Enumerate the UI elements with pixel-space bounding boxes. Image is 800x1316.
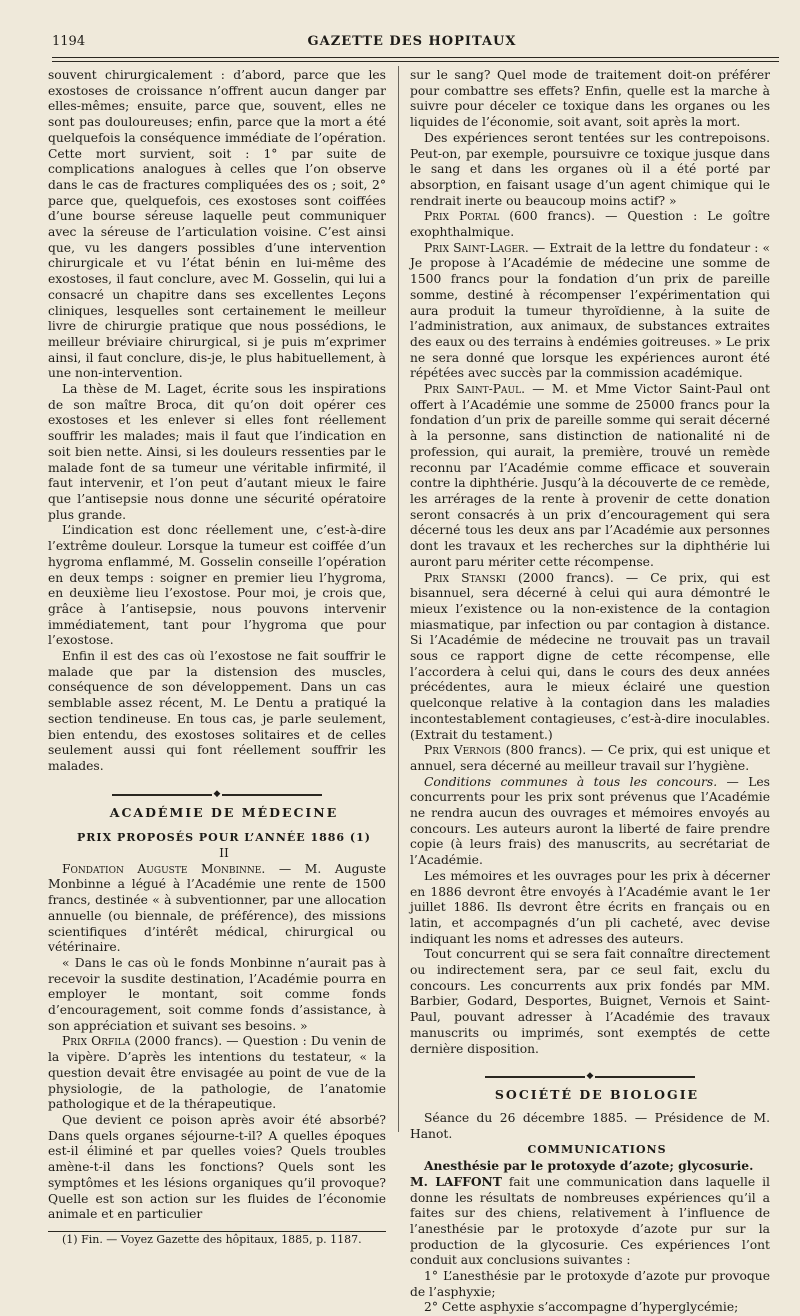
paragraph: 2° Cette asphyxie s’accompagne d’hyperglycémie; bbox=[424, 1300, 739, 1315]
paragraph: Prix Saint-Lager. — Extrait de la lettre du fondateur : « Je propose à l’Académie de médecine une somme de 1500 francs pour la fondation d’un prix de pareille somme, destiné à récompenser l’expérimentation qui aura produit la tumeur thyroïdienne, à la suite de l’administration, aux animaux, de substances extraites des eaux ou des terrains à endémies goitreuses. » Le prix ne sera donné que lorsque les expériences auront été répétées avec succès par la commission académique. bbox=[410, 240, 770, 381]
column-divider bbox=[398, 66, 399, 1132]
communication-heading: Anesthésie par le protoxyde d’azote; glycosurie. bbox=[424, 1158, 754, 1174]
page-header bbox=[52, 34, 772, 56]
prize-name: Fondation Auguste Monbinne. bbox=[62, 861, 266, 876]
paragraph: « Dans le cas où le fonds Monbinne n’aurait pas à recevoir la susdite destination, l’Académie pourra en employer le montant, soit comme fonds d’encouragement, soit comme fonds d’assistance, à son appréciation et suivant ses besoins. » bbox=[48, 955, 386, 1033]
prize-name: Prix Vernois bbox=[424, 743, 501, 758]
paragraph: Prix Vernois (800 francs). — Ce prix, qui est unique et annuel, sera décerné au meilleur travail sur l’hygiène. bbox=[410, 743, 771, 773]
paragraph: Conditions communes à tous les concours. — Les concurrents pour les prix sont prévenus que l’Académie ne rendra aucun des ouvrages et mémoires envoyés au concours. Les auteurs auront la liberté de faire prendre copie (à leurs frais) des manuscrits, au secrétariat de l’Académie. bbox=[410, 774, 770, 868]
sub-title: PRIX PROPOSÉS POUR L’ANNÉE 1886 (1) bbox=[77, 831, 371, 845]
part-number: II bbox=[219, 846, 229, 861]
right-column bbox=[410, 68, 770, 1316]
prize-name: Prix Saint-Lager. bbox=[424, 240, 529, 255]
author-name: M. LAFFONT bbox=[410, 1173, 502, 1189]
paragraph: La thèse de M. Laget, écrite sous les inspirations de son maître Broca, dit qu’on doit opérer ces exostoses et les enlever si elles font réellement souffrir les malades; mais il faut que l’indication en soit bien nette. Ainsi, si les douleurs ressenties par le malade font de sa tumeur une véritable infirmité, il faut intervenir, et l’on peut d’autant mieux le faire que l’antisepsie nous donne une sécurité opératoire plus grande. bbox=[48, 382, 386, 522]
seance-line: Séance du 26 décembre 1885. — Présidence de M. Hanot. bbox=[410, 1111, 770, 1141]
paragraph: Tout concurrent qui se sera fait connaître directement ou indirectement sera, par ce seul fait, exclu du concours. Les concurrents aux prix fondés par MM. Barbier, Godard, Desportes, Buignet, Vernois et Saint-Paul, pouvant adresser à l’Académie des travaux manuscrits ou imprimés, sont exemptés de cette dernière disposition. bbox=[410, 947, 770, 1056]
paragraph: Prix Saint-Paul. — M. et Mme Victor Saint-Paul ont offert à l’Académie une somme de 25000 francs pour la fondation d’un prix de pareille somme qui serait décerné à la personne, sans distinction de nationalité ni de profession, qui aurait, la première, trouvé un remède reconnu par l’Académie comme efficace et souverain contre la diphthérie. Jusqu’à la découverte de ce remède, les arrérages de la rente à provenir de cette donation seront consacrés à un prix d’encouragement qui sera décerné tous les deux ans par l’Académie aux personnes dont les travaux et les recherches sur la diphthérie lui auront paru mériter cette récompense. bbox=[410, 382, 770, 569]
header-rule bbox=[52, 57, 779, 58]
paragraph: souvent chirurgicalement : d’abord, parce que les exostoses de croissance n’offrent aucun danger par elles-mêmes; ensuite, parce que, souvent, elles ne sont pas douloureuses; enfin, parce que la mort a été quelquefois la conséquence immédiate de l’opération. Cette mort survient, soit : 1° par suite de complications analogues à celles que l’on observe dans le cas de fractures compliquées des os ; soit, 2° parce que, quelquefois, ces exostoses sont coiffées d’une bourse séreuse laquelle peut communiquer avec la séreuse de l’articulation voisine. C’est ainsi que, vu les dangers possibles d’une intervention chirurgicale et vu l’état bénin en lui-même des exostoses, il faut conclure, avec M. Gosselin, qui lui a consacré un chapitre dans ses excellentes Leçons cliniques, lesquelles sont certainement le meilleur livre de chirurgie pratique que nous possédions, le meilleur bréviaire chirurgical, si je puis m’exprimer ainsi, il faut conclure, dis-je, le plus habituellement, à une non-intervention. bbox=[48, 68, 386, 381]
paragraph: 1° L’anesthésie par le protoxyde d’azote pur provoque de l’asphyxie; bbox=[410, 1269, 770, 1299]
prize-name: Prix Orfila bbox=[62, 1034, 131, 1049]
paragraph: M. LAFFONT fait une communication dans laquelle il donne les résultats de nombreuses expériences qu’il a faites sur des chiens, relativement à l’influence de l’anesthésie par le protoxyde d’azote pur sur la production de la glycosurie. Ces expériences l’ont conduit aux conclusions suivantes : bbox=[410, 1173, 770, 1268]
footnote: (1) Fin. — Voyez Gazette des hôpitaux, 1885, p. 1187. bbox=[62, 1232, 362, 1246]
header-rule-2 bbox=[52, 61, 779, 62]
section-ornament: ◆ bbox=[48, 787, 386, 795]
prize-name: Prix Saint-Paul. bbox=[424, 382, 526, 397]
prize-name: Prix Stanski bbox=[424, 570, 506, 585]
sub-title: COMMUNICATIONS bbox=[527, 1143, 667, 1157]
paragraph: Prix Stanski (2000 francs). — Ce prix, qui est bisannuel, sera décerné à celui qui aura démontré le mieux l’existence ou la non-existence de la contagion miasmatique, par infection ou par contagion à distance. Si l’Académie de médecine ne trouvait pas un travail sous ce rapport digne de cette récompense, elle l’accordera à celui qui, dans le cours des deux années précédentes, aura le mieux éclairé une question quelconque relative à la contagion dans les maladies incontestablement contagieuses, c’est-à-dire inoculables. (Extrait du testament.) bbox=[410, 570, 770, 742]
paragraph: Prix Portal (600 francs). — Question : Le goître exophthalmique. bbox=[410, 209, 770, 240]
page-number: 1194 bbox=[52, 34, 86, 49]
paragraph: Des expériences seront tentées sur les contrepoisons. Peut-on, par exemple, poursuivre ce toxique jusque dans le sang et dans les organes où il a été porté par absorption, en faisant usage d’un agent chimique qui le rendrait inerte ou beaucoup moins actif? » bbox=[410, 130, 770, 208]
prize-name: Prix Portal bbox=[424, 209, 500, 224]
paragraph: sur le sang? Quel mode de traitement doit-on préférer pour combattre ses effets? Enfin, quelle est la marche à suivre pour déceler ce toxique dans les organes ou les liquides de l’économie, soit avant, soit après la mort. bbox=[410, 68, 770, 130]
section-title: ACADÉMIE DE MÉDECINE bbox=[109, 804, 339, 820]
section-ornament: ◆ bbox=[410, 1069, 770, 1077]
paragraph: Fondation Auguste Monbinne. — M. Auguste Monbinne a légué à l’Académie une rente de 1500 francs, destinée « à subventionner, par une allocation annuelle (ou biennale, de préférence), des missions scientifiques d’intérêt médical, chirurgical ou vétérinaire. bbox=[48, 861, 387, 955]
conditions-heading: Conditions communes à tous les concours. bbox=[424, 774, 718, 789]
paragraph: Prix Orfila (2000 francs). — Question : Du venin de la vipère. D’après les intentions du testateur, « la question devait être envisagée au point de vue de la physiologie, de la pathologie, de l’anatomie pathologique et de la thérapeutique. bbox=[48, 1034, 386, 1112]
paragraph: Les mémoires et les ouvrages pour les prix à décerner en 1886 devront être envoyés à l’Académie avant le 1er juillet 1886. Ils devront être écrits en français ou en latin, et accompagnés d’un pli cacheté, avec devise indiquant les noms et adresses des auteurs. bbox=[410, 868, 770, 946]
paragraph: L’indication est donc réellement une, c’est-à-dire l’extrême douleur. Lorsque la tumeur est coiffée d’un hygroma enflammé, M. Gosselin conseille l’opération en deux temps : soigner en premier lieu l’hygroma, en deuxième lieu l’exostose. Pour moi, je crois que, grâce à l’antisepsie, nous pouvons intervenir immédiatement, tant pour l’hygroma que pour l’exostose. bbox=[48, 523, 386, 648]
paragraph: Que devient ce poison après avoir été absorbé? Dans quels organes séjourne-t-il? A quelles époques est-il éliminé et par quelles voies? Quels troubles amène-t-il dans les fonctions? Quels sont les symptômes et les lésions organiques qu’il provoque? Quelle est son action sur les fluides de l’économie animale et en particulier bbox=[48, 1113, 386, 1222]
journal-title: GAZETTE DES HOPITAUX bbox=[307, 34, 517, 49]
paragraph: Enfin il est des cas où l’exostose ne fait souffrir le malade que par la distension des muscles, conséquence de son développement. Dans un cas semblable assez récent, M. Le Dentu a pratiqué la section tendineuse. En tous cas, je parle seulement, bien entendu, des exostoses solitaires et de celles seulement aussi qui font réellement souffrir les malades. bbox=[48, 649, 386, 773]
section-title: SOCIÉTÉ DE BIOLOGIE bbox=[494, 1087, 700, 1103]
left-column bbox=[48, 68, 386, 1248]
